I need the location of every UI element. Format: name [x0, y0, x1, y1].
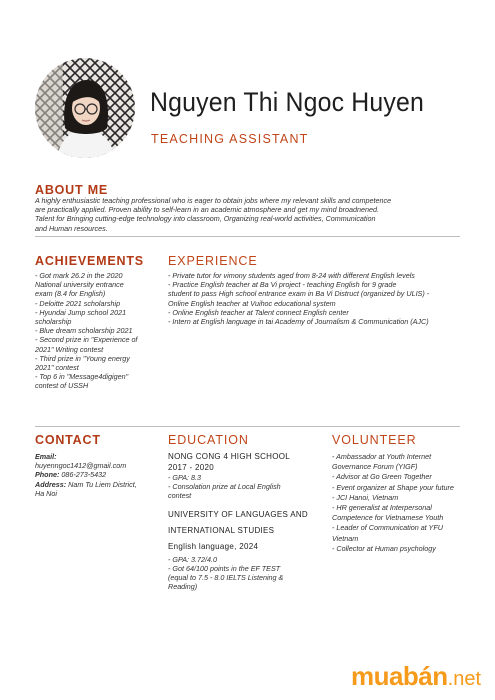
volunteer-line: - JCI Hanoi, Vietnam — [332, 492, 399, 502]
volunteer-line: - Ambassador at Youth Internet — [332, 452, 432, 461]
school-years: 2017 - 2020 — [168, 463, 215, 472]
contact-title: CONTACT — [35, 433, 101, 447]
achievement-line: exam (8.4 for English) — [35, 289, 106, 299]
school-line: contest — [168, 491, 192, 501]
phone-label: Phone: — [35, 470, 60, 480]
watermark-logo — [351, 661, 481, 692]
volunteer-title: VOLUNTEER — [332, 433, 417, 447]
university-line: (equal to 7.5 - 8.0 IELTS Listening & — [168, 573, 284, 583]
volunteer-line: Vietnam — [332, 533, 359, 543]
volunteer-line: Governance Forum (YIGF) — [332, 462, 418, 472]
school-line: - GPA: 8.3 — [168, 473, 202, 482]
candidate-role: TEACHING ASSISTANT — [151, 132, 309, 146]
achievement-line: National university entrance — [35, 280, 124, 290]
profile-photo-image — [35, 58, 135, 158]
university-line: - GPA: 3.72/4.0 — [168, 554, 218, 564]
education-title: EDUCATION — [168, 433, 249, 447]
divider — [35, 236, 460, 237]
experience-line: - Practice English teacher at Ba Vi project - teaching English for 9 grade — [168, 280, 397, 290]
volunteer-line: - Collector at Human psychology — [332, 543, 436, 553]
university-name: UNIVERSITY OF LANGUAGES AND — [168, 509, 308, 519]
about-line: A highly enthusiastic teaching professional who is eager to obtain jobs where my relevant skills and competence — [35, 196, 392, 205]
watermark-brand: muabán — [350, 661, 448, 691]
achievements-title: ACHIEVEMENTS — [35, 254, 144, 268]
experience-line: - Intern at English language in tai Academy of Journalism & Communication (AJC) — [168, 317, 429, 327]
address-label: Address: — [35, 479, 67, 489]
achievement-line: - Blue dream scholarship 2021 — [35, 326, 133, 336]
contact-details — [35, 452, 160, 498]
volunteer-line: - HR generalist at Interpersonal — [332, 503, 432, 513]
volunteer-line: - Advisor at Go Green Together — [332, 472, 432, 482]
volunteer-list — [332, 452, 482, 554]
experience-line: Online English teacher at Vuihoc educational system — [168, 298, 336, 308]
achievement-line: - Top 6 in "Message4digigen" — [35, 372, 129, 382]
about-line: are practically applied. Proven ability to self-learn in an academic atmosphere and get my mind broadnened. — [35, 205, 379, 215]
about-title: ABOUT ME — [35, 183, 109, 197]
achievement-line: contest of USSH — [35, 381, 89, 391]
about-text — [35, 196, 460, 233]
achievement-line: - Got mark 26.2 in the 2020 — [35, 271, 123, 280]
profile-photo — [35, 58, 135, 158]
university-degree: English language, 2024 — [168, 541, 259, 551]
divider — [35, 426, 460, 427]
achievement-line: - Second prize in "Experience of — [35, 335, 138, 345]
achievement-line: 2021" Writing contest — [35, 344, 104, 354]
volunteer-line: - Event organizer at Shape your future — [332, 482, 454, 492]
experience-title: EXPERIENCE — [168, 254, 258, 268]
education-details — [168, 451, 328, 591]
achievements-list — [35, 271, 160, 391]
school-line: - Consolation prize at Local English — [168, 482, 281, 492]
email-label: Email: — [35, 452, 57, 461]
volunteer-line: Competence for Vietnamese Youth — [332, 513, 444, 523]
address-value-2: Ha Noi — [35, 488, 57, 498]
address-value: Nam Tu Liem District, — [68, 479, 137, 489]
about-line: and Human resources. — [35, 223, 108, 233]
about-line: Talent for Bringing cutting-edge technology into classroom, Organizing real-world activities, Communication — [35, 214, 376, 224]
achievement-line: 2021" contest — [35, 363, 79, 373]
experience-line: - Private tutor for vimony students aged from 8-24 with different English levels — [168, 271, 415, 280]
experience-line: student to pass High school entrance exam in Ba Vi Distruct (organized by ULIS) - — [168, 289, 430, 299]
phone-value[interactable]: 086-273-5432 — [61, 470, 107, 480]
achievement-line: - Third prize in "Young energy — [35, 353, 130, 363]
volunteer-line: - Leader of Communication at YFU — [332, 523, 443, 533]
experience-line: - Online English teacher at Talent connect English center — [168, 307, 349, 317]
achievement-line: - Hyundai Jump school 2021 — [35, 307, 127, 317]
email-value[interactable]: huyenngoc1412@gmail.com — [35, 461, 127, 471]
university-name-2: INTERNATIONAL STUDIES — [168, 525, 275, 535]
university-line: Reading) — [168, 582, 198, 592]
school-name: NONG CONG 4 HIGH SCHOOL — [168, 452, 291, 461]
experience-list — [168, 271, 468, 326]
watermark-tld: .net — [447, 668, 481, 690]
university-line: - Got 64/100 points in the EF TEST — [168, 563, 281, 573]
achievement-line: scholarship — [35, 317, 72, 327]
candidate-name: Nguyen Thi Ngoc Huyen — [150, 87, 425, 117]
achievement-line: - Deloitte 2021 scholarship — [35, 298, 121, 308]
